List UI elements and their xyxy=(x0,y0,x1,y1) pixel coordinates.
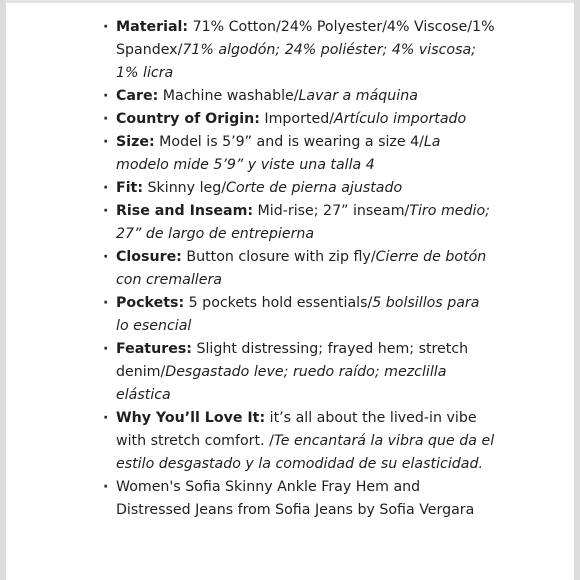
item-text-es: Tiro medio; 27” de largo de entrepierna xyxy=(116,203,490,242)
item-text-es: Lavar a máquina xyxy=(298,88,418,104)
list-item-material xyxy=(103,16,495,85)
item-label: Care: xyxy=(116,88,159,104)
spec-list xyxy=(103,16,495,522)
item-text-en: Slight distressing; frayed hem; stretch denim/ xyxy=(116,341,469,380)
list-item-rise-and-inseam xyxy=(103,200,495,246)
list-item-country-of-origin xyxy=(103,108,495,131)
item-text-en: 5 pockets hold essentials/ xyxy=(184,295,373,311)
item-text-en: Skinny leg/ xyxy=(143,180,227,196)
item-label: Features: xyxy=(116,341,192,357)
item-label: Closure: xyxy=(116,249,182,265)
bullet-icon: · xyxy=(103,295,109,311)
item-text-en: 71% Cotton/24% Polyester/4% Viscose/1% Spandex/ xyxy=(116,19,495,58)
list-item-product-name xyxy=(103,476,495,522)
right-edge xyxy=(574,0,580,580)
item-text-en: Model is 5’9” and is wearing a size 4/ xyxy=(154,134,424,150)
item-text-en: Women's Sofia Skinny Ankle Fray Hem and Distressed Jeans from Sofia Jeans by Sofia Vergara xyxy=(116,479,475,518)
item-label: Size: xyxy=(116,134,155,150)
bullet-icon: · xyxy=(103,479,109,495)
item-text-en: Button closure with zip fly/ xyxy=(181,249,376,265)
item-text-es: Artículo importado xyxy=(334,111,467,127)
list-item-closure xyxy=(103,246,495,292)
bullet-icon: · xyxy=(103,134,109,150)
item-text-es: Corte de pierna ajustado xyxy=(226,180,403,196)
bullet-icon: · xyxy=(103,19,109,35)
list-item-care xyxy=(103,85,495,108)
item-label: Rise and Inseam: xyxy=(116,203,254,219)
top-edge xyxy=(0,0,580,3)
item-text-es: 5 bolsillos para lo esencial xyxy=(116,295,480,334)
list-item-pockets xyxy=(103,292,495,338)
item-text-en: it’s all about the lived-in vibe with stretch comfort. / xyxy=(116,410,477,449)
list-item-features xyxy=(103,338,495,407)
bullet-icon: · xyxy=(103,88,109,104)
item-text-es: 71% algodón; 24% poliéster; 4% viscosa; 1% licra xyxy=(116,42,476,81)
bullet-icon: · xyxy=(103,341,109,357)
bullet-icon: · xyxy=(103,249,109,265)
item-label: Pockets: xyxy=(116,295,185,311)
list-item-fit xyxy=(103,177,495,200)
left-edge xyxy=(0,0,6,580)
bullet-icon: · xyxy=(103,180,109,196)
item-label: Material: xyxy=(116,19,189,35)
bullet-icon: · xyxy=(103,203,109,219)
list-item-size xyxy=(103,131,495,177)
bullet-icon: · xyxy=(103,111,109,127)
item-text-es: Cierre de botón con cremallera xyxy=(116,249,487,288)
item-text-es: Te encantará la vibra que da el estilo desgastado y la comodidad de su elasticidad. xyxy=(116,433,495,472)
item-text-en: Machine washable/ xyxy=(158,88,299,104)
item-text-es: Desgastado leve; ruedo raído; mezclilla elástica xyxy=(116,364,447,403)
item-text-en: Imported/ xyxy=(259,111,335,127)
list-item-why-youll-love-it xyxy=(103,407,495,476)
item-label: Why You’ll Love It: xyxy=(116,410,266,426)
item-text-en: Mid-rise; 27” inseam/ xyxy=(253,203,410,219)
item-label: Fit: xyxy=(116,180,144,196)
bullet-icon: · xyxy=(103,410,109,426)
item-text-es: La modelo mide 5’9” y viste una talla 4 xyxy=(116,134,441,173)
item-label: Country of Origin: xyxy=(116,111,260,127)
